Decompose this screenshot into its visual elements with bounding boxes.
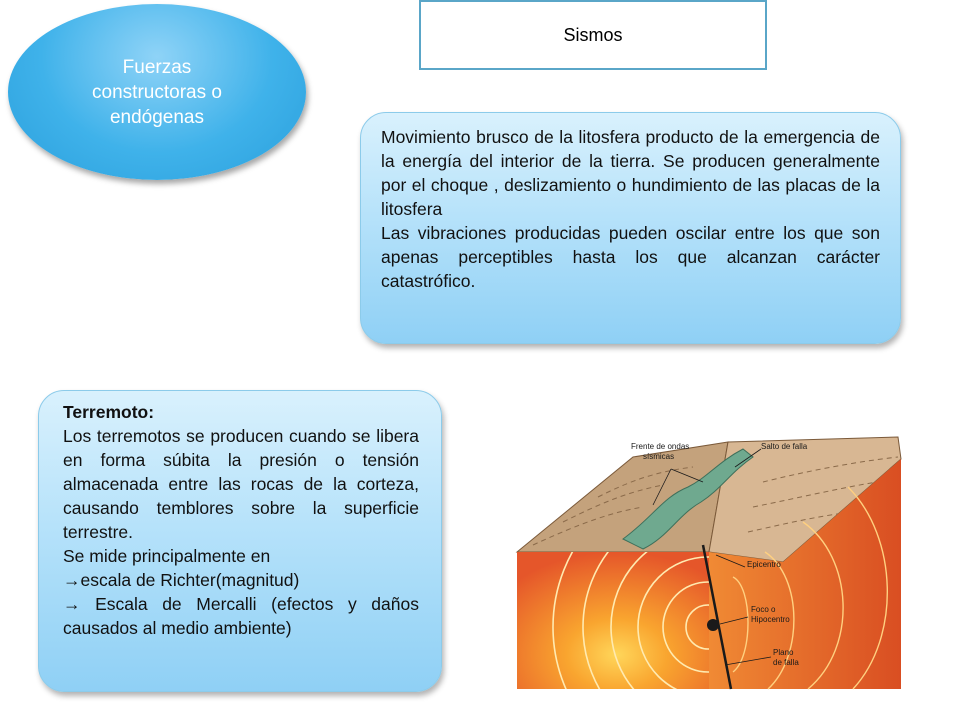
earthquake-scale-mercalli: → Escala de Mercalli (efectos y daños causados al medio ambiente) (63, 594, 419, 638)
focus-point (707, 619, 719, 631)
label-focus-1: Foco o (751, 605, 776, 614)
definition-bubble (360, 112, 901, 344)
label-plane-1: Plano (773, 648, 794, 657)
earthquake-bubble (38, 390, 442, 692)
label-waves-2: sísmicas (643, 452, 675, 461)
label-focus-2: Hipocentro (751, 615, 790, 624)
label-fault-jump: Salto de falla (761, 442, 808, 451)
front-face (517, 552, 709, 689)
endogenous-forces-oval (8, 4, 306, 180)
earthquake-scale-richter: →escala de Richter(magnitud) (63, 570, 300, 590)
definition-paragraph-2: Las vibraciones producidas pueden oscilar entre los que son apenas perceptibles hasta los que alcanzan carácter catastrófico. (381, 223, 880, 291)
label-epicenter: Epicentro (747, 560, 781, 569)
oval-label: Fuerzas constructoras o endógenas (92, 56, 222, 128)
title-box (419, 0, 767, 70)
definition-paragraph-1: Movimiento brusco de la litosfera producto de la emergencia de la energía del interior de la tierra. Se producen generalmente por el choque , deslizamiento o hundimiento de las placas de la litosfera (381, 127, 880, 219)
label-waves-1: Frente de ondas (631, 442, 690, 451)
earthquake-diagram (503, 427, 903, 692)
earthquake-measure: Se mide principalmente en (63, 546, 271, 566)
label-plane-2: de falla (773, 658, 799, 667)
earthquake-heading: Terremoto: (63, 402, 155, 422)
earthquake-body: Los terremotos se producen cuando se libera en forma súbita la presión o tensión almacenada entre las rocas de la corteza, causando temblores sobre la superficie terrestre. (63, 426, 419, 542)
page-title: Sismos (563, 24, 623, 45)
